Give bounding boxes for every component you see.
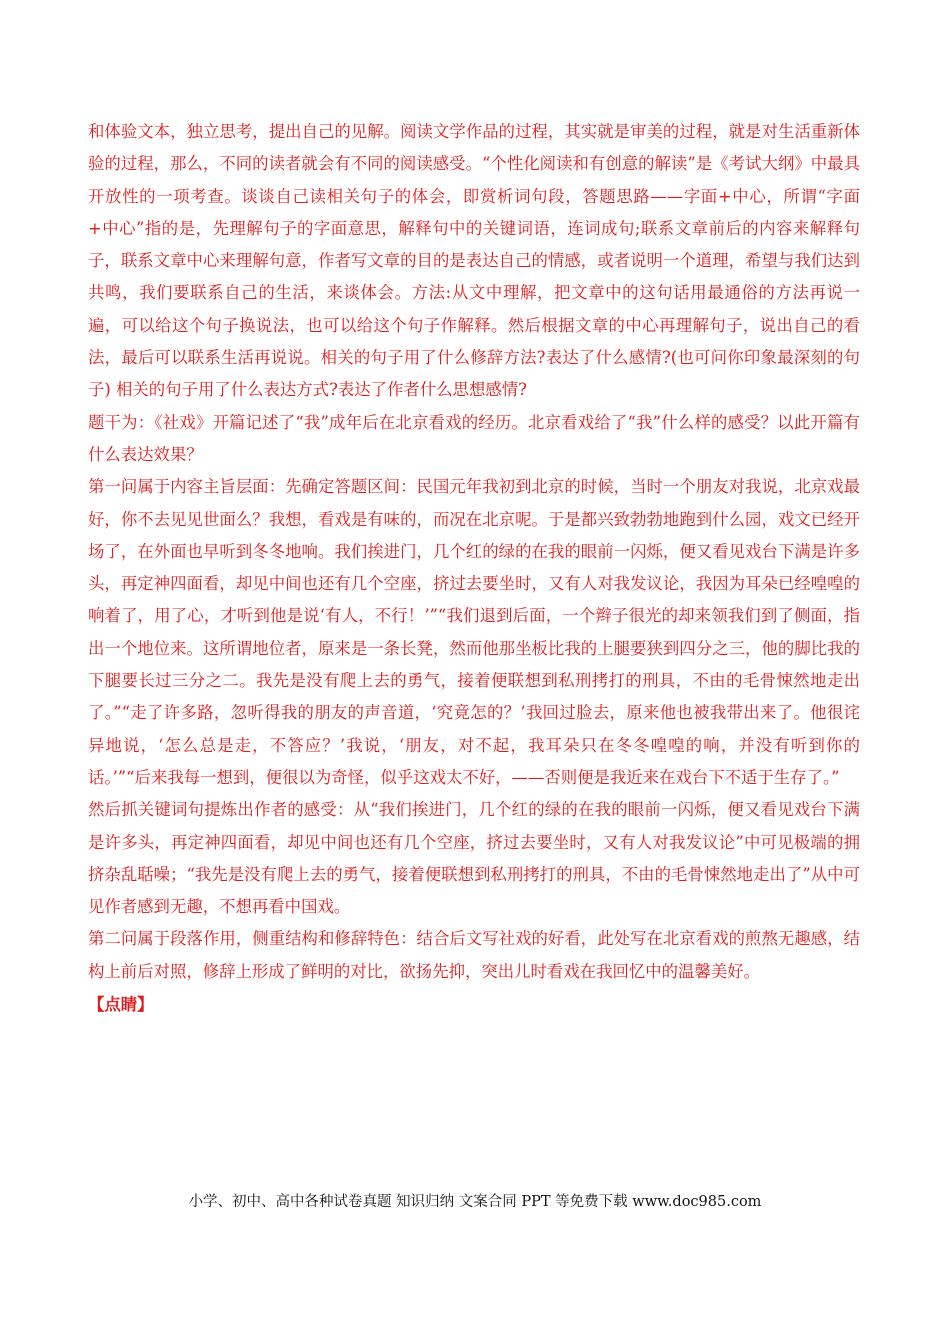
paragraph-second-question: 第二问属于段落作用，侧重结构和修辞特色：结合后文写社戏的好看，此处写在北京看戏的煎熬无趣感，结构上前后对照，修辞上形成了鲜明的对比，欲扬先抑，突出儿时看戏在我回忆中的温馨美好。 xyxy=(88,929,860,981)
section-tag-dianjing: 【点睛】 xyxy=(88,995,154,1015)
paragraph-key-sentences: 然后抓关键词句提炼出作者的感受：从“我们挨进门，几个红的绿的在我的眼前一闪烁，便又看见戏台下满是许多头，再定神四面看，却见中间也还有几个空座，挤过去要坐时，又有人对我发议论”中可见极端的拥挤杂乱聒噪；“我先是没有爬上去的勇气，接着便联想到私刑拷打的刑具，不由的毛骨悚然地走出了”从中可见作者感到无趣，不想再看中国戏。 xyxy=(88,800,860,917)
page-footer: 小学、初中、高中各种试卷真题 知识归纳 文案合同 PPT 等免费下载 www.doc985.com xyxy=(188,1194,762,1210)
paragraph-question-stem: 题干为：《社戏》开篇记述了“我”成年后在北京看戏的经历。北京看戏给了“我”什么样的感受？以此开篇有什么表达效果？ xyxy=(88,412,860,464)
document-body xyxy=(88,116,860,1021)
paragraph-first-question: 第一问属于内容主旨层面：先确定答题区间：民国元年我初到北京的时候，当时一个朋友对我说，北京戏最好，你不去见见世面么？我想，看戏是有味的，而况在北京呢。于是都兴致勃勃地跑到什么园，戏文已经开场了，在外面也早听到冬冬地响。我们挨进门，几个红的绿的在我的眼前一闪烁，便又看见戏台下满是许多头，再定神四面看，却见中间也还有几个空座，挤过去要坐时，又有人对我发议论，我因为耳朵已经喤喤的响着了，用了心，才听到他是说‘有人，不行！’”“我们退到后面，一个辫子很光的却来领我们到了侧面，指出一个地位来。这所谓地位者，原来是一条长凳，然而他那坐板比我的上腿要狭到四分之三，他的脚比我的下腿要长过三分之二。我先是没有爬上去的勇气，接着便联想到私刑拷打的刑具，不由的毛骨悚然地走出了。”“走了许多路，忽听得我的朋友的声音道，‘究竟怎的？’我回过脸去，原来他也被我带出来了。他很诧异地说，‘怎么总是走，不答应？’我说，‘朋友，对不起，我耳朵只在冬冬喤喤的响，并没有听到你的话。’”“后来我每一想到，便很以为奇怪，似乎这戏太不好，——否则便是我近来在戏台下不适于生存了。” xyxy=(88,477,860,787)
paragraph-answer-method: 和体验文本，独立思考，提出自己的见解。阅读文学作品的过程，其实就是审美的过程，就是对生活重新体验的过程，那么，不同的读者就会有不同的阅读感受。“个性化阅读和有创意的解读”是《考试大纲》中最具开放性的一项考查。谈谈自己读相关句子的体会，即赏析词句段，答题思路——字面+中心，所谓“字面+中心”指的是，先理解句子的字面意思，解释句中的关键词语，连词成句;联系文章前后的内容来解释句子，联系文章中心来理解句意，作者写文章的目的是表达自己的情感，或者说明一个道理，希望与我们达到共鸣，我们要联系自己的生活，来谈体会。方法:从文中理解，把文章中的这句话用最通俗的方法再说一遍，可以给这个句子换说法，也可以给这个句子作解释。然后根据文章的中心再理解句子，说出自己的看法，最后可以联系生活再说说。相关的句子用了什么修辞方法?表达了什么感情?(也可问你印象最深刻的句子) 相关的句子用了什么表达方式?表达了作者什么思想感情? xyxy=(88,122,860,400)
